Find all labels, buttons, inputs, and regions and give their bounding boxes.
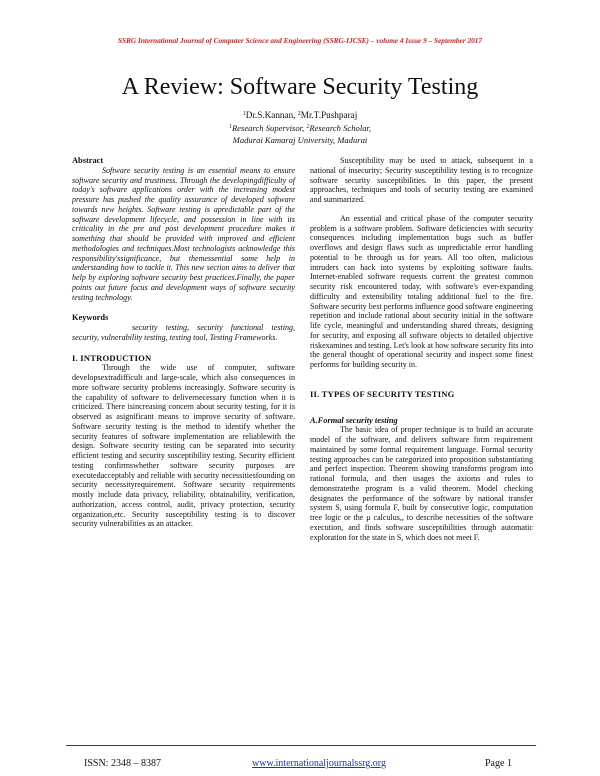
subsection-a-heading: A.Formal security testing xyxy=(310,415,398,425)
right-para-3: The basic idea of proper technique is to build an accurate model of the software, and delivers software form requirement maintained by some formal requirement language. Formal security testing approaches can be categorized into proposition substantiating and perfect inspection. Theorem showing transforms program into rational formula, and then usages the axioms and rules to demonstratethe program is a valid theorem. Model checking designates the performance of the software by national transfer system S, using formula F, built by consecutive logic, computation tree logic or the μ calculus,, to describe necessities of the software execution, and finds software susceptibilities through automatic exploration for the state in S, which does not meet F. xyxy=(310,425,533,542)
footer-page-number: Page 1 xyxy=(485,758,512,769)
author2-name: Mr.T.Pushparaj xyxy=(300,110,358,120)
footer-website-link[interactable]: www.internationaljournalssrg.org xyxy=(252,758,386,769)
right-para-2: An essential and critical phase of the computer security problem is a software problem. Software deficiencies with security consequences including implementation bugs such as buffer overflows and design flaws such as unpredictable error handling potential to be through us for years. All too often, malicious intruders can hack into systems by exploiting software faults. Internet-enabled software requests current the greatest common security risk encountered today, with software's ever-expanding difficulty and extensibility totaling additional fuel to the fire. Software security best performs influence good software engineering repetition and include rational about security initial in the software life cycle, meaningful and understanding shared threats, designing for security, and exposing all software objects to detailed objective riskexamines and testing. Let's look at how software security fits into the general thought of operational security and inspect some finest performs for building security in. xyxy=(310,213,533,369)
author-roles xyxy=(0,123,600,133)
footer-issn: ISSN: 2348 – 8387 xyxy=(84,758,161,769)
left-column xyxy=(72,156,295,529)
right-column xyxy=(310,156,533,542)
affiliation: Madurai Kamaraj University, Madurai xyxy=(232,135,368,145)
abstract-heading: Abstract xyxy=(72,156,104,165)
abstract-text: Software security testing is an essential means to ensure software security and trustiness. Through the developingdifficulty of today's software applications order with the increasing modest pressure has pushed the quality assurance of developed software towards new heights. Software testing is apredictable part of the software development lifecycle, and possession in line with its criticality in the pre and post development procedure makes it something that should be provided with improved and efficient methodologies and techniques.Most technologists acknowledge this responsibility'ssignificance, but themessential some help in understanding how to tackle it. This new section aims to deliver that help by exploring software security best practices.Finally, the paper points out future focus and development ways of software security testing technology. xyxy=(72,165,295,302)
role2-mark: 2 xyxy=(306,124,310,130)
role2: Research Scholar, xyxy=(309,123,372,133)
introduction-text: Through the wide use of computer, software developsextradifficult and large-scale, which also consequences in more software security problems increasingly. Software security is the capability of software to delivernecessary function when it is criticized. There isincreasing concern about security testing, for it is observed as asignificant means to improve security of software. Software security testing is the method to identify whether the security features of software implementation are reliablewith the design. Software security testing can be separated into security efficient testing and security susceptibility testing. Security efficient testing confirmswhether software security purposes are executedacceptably and reliable with security necessitiesfounding on security necessityrequirement. Software security requirements mostly include data privacy, reliability, obtainability, verification, authorization, access control, audit, privacy protection, security organization,etc. Security susceptibility testing is to discover security vulnerabilities as an attacker. xyxy=(72,363,295,529)
footer-rule xyxy=(66,745,536,746)
role1-mark: 1 xyxy=(228,124,232,130)
role1: Research Supervisor, xyxy=(231,123,307,133)
keywords-heading: Keywords xyxy=(72,313,109,323)
paper-title: A Review: Software Security Testing xyxy=(121,74,479,100)
author-line xyxy=(0,110,600,120)
right-para-1: Susceptibility may be used to attack, subsequent in a national of insecurity; Security susceptibility testing is to recognize software security susceptibilities. In this paper, the present approaches, techniques and tools of security testing are examined and summarized. xyxy=(310,156,533,204)
section2-heading: II. TYPES OF SECURITY TESTING xyxy=(310,388,455,399)
author1-mark: 1 xyxy=(242,111,246,117)
author2-mark: 2 xyxy=(297,111,301,117)
introduction-heading: I. INTRODUCTION xyxy=(72,352,152,363)
author1-name: Dr.S.Kannan, xyxy=(245,110,298,120)
keywords-text: security testing, security functional testing, security, vulnerability testing, testing tool, Testing Frameworks. xyxy=(72,323,295,342)
journal-header: SSRG International Journal of Computer Science and Engineering (SSRG-IJCSE) – volume 4 Issue 9 – September 2017 xyxy=(117,36,483,45)
